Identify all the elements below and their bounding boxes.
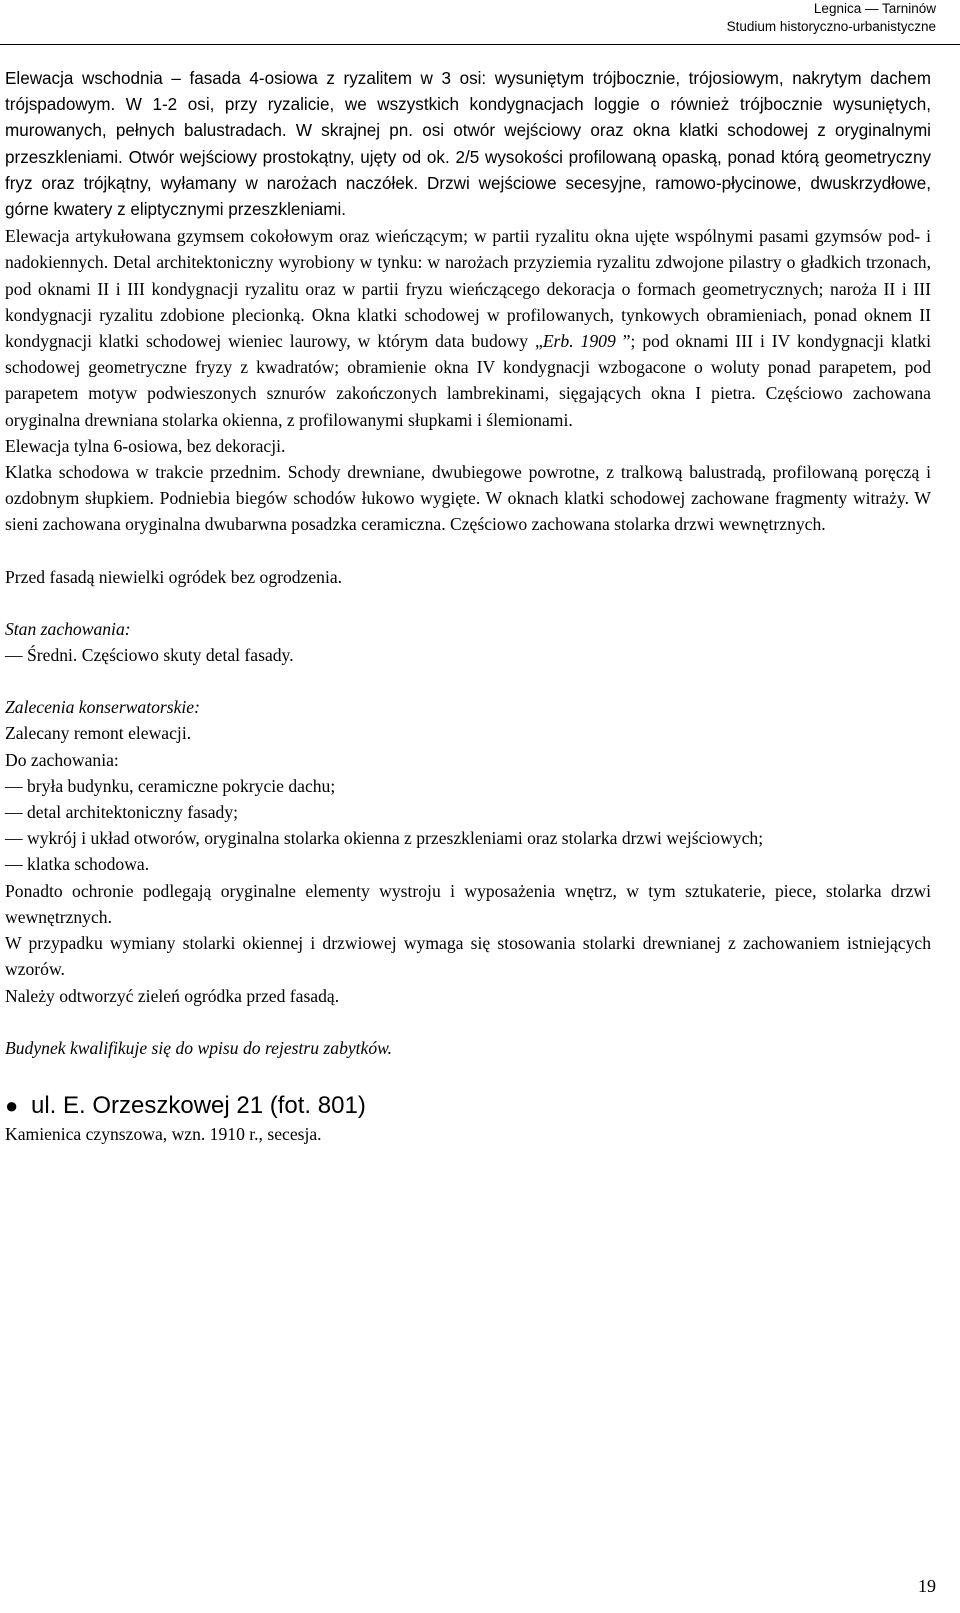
condition-label: Stan zachowania: [5,618,131,639]
header-rule [0,44,960,45]
spacer [5,538,931,564]
entry-address: ul. E. Orzeszkowej 21 (fot. 801) [31,1091,366,1119]
spacer [5,1061,931,1087]
east-elevation-text-b: ”; pod oknami III i IV kondygnacji klatki schodowej geometryczne fryzy z kwadratów; obramienie okna IV kondygnacji wzbogacone o woluty ponad parapetem, pod parapetem motyw podwieszonych sznurów zakończonych lambrekinami, sięgających okna I pietra. Częściowo zachowana oryginalna drewniana stolarka okienna, z profilowanymi słupkami i ślemionami. [5,331,931,430]
list-item: — bryła budynku, ceramiczne pokrycie dachu; [5,775,336,796]
condition-value: — Średni. Częściowo skuty detal fasady. [5,645,294,666]
paragraph-rear-elevation: Elewacja tylna 6-osiowa, bez dekoracji. [5,435,286,456]
paragraph-greenery: Należy odtworzyć zieleń ogródka przed fasadą. [5,985,340,1006]
spacer [5,1009,931,1035]
entry-heading [5,1091,931,1121]
running-header [727,0,936,36]
east-elevation-text-a: Elewacja artykułowana gzymsem cokołowym oraz wieńczącym; w partii ryzalitu okna ujęte wspólnymi pasami gzymsów pod- i nadokiennych. Detal architektoniczny wyrobiony w tynku: w narożach przyziemia ryzalitu zdwojone pilastry o gładkich trzonach, pod oknami II i III kondygnacji ryzalitu oraz w partii fryzu wieńczącego dekoracja o formach geometrycznych; naroża II i III kondygnacji ryzalitu zdobione plecionką. Okna klatki schodowej w profilowanych, tynkowych obramieniach, ponad oknem II kondygnacji klatki schodowej wieniec laurowy, w którym data budowy „ [5,226,931,352]
paragraph-staircase: Klatka schodowa w trakcie przednim. Schody drewniane, dwubiegowe powrotne, z tralkową balustradą, profilowaną poręczą i ozdobnym słupkiem. Podniebia biegów schodów łukowo wygięte. W oknach klatki schodowej zachowane fragmenty witraży. W sieni zachowana oryginalna dwubarwna posadzka ceramiczna. Częściowo zachowana stolarka drzwi wewnętrznych. [5,462,931,535]
document-body [5,66,931,1147]
page-number: 19 [918,1576,936,1596]
header-subtitle: Studium historyczno-urbanistyczne [726,19,936,34]
paragraph-east-elevation-part2 [5,223,931,433]
spacer [5,668,931,694]
paragraph-joinery-replacement: W przypadku wymiany stolarki okiennej i drzwiowej wymaga się stosowania stolarki drewnianej z zachowaniem istniejących wzorów. [5,933,931,980]
to-preserve-label: Do zachowania: [5,749,119,770]
header-title: Legnica — Tarninów [813,1,936,16]
bullet-icon: ● [5,1092,19,1118]
paragraph-east-elevation-part1: Elewacja wschodnia – fasada 4-osiowa z ryzalitem w 3 osi: wysuniętym trójbocznie, trójosiowym, nakrytym dachem trójspadowym. W 1-2 osi, przy ryzalicie, we wszystkich kondygnacjach loggie o również trójbocznie wysuniętych, murowanych, pełnych balustradach. W skrajnej pn. osi otwór wejściowy oraz okna klatki schodowej z oryginalnymi przeszkleniami. Otwór wejściowy prostokątny, ujęty od ok. 2/5 wysokości profilowaną opaską, ponad którą geometryczny fryz oraz trójkątny, wyłamany w narożach naczółek. Drzwi wejściowe secesyjne, ramowo-płycinowe, dwuskrzydłowe, górne kwatery z eliptycznymi przeszkleniami. [5,69,931,220]
recommendations-label: Zalecenia konserwatorskie: [5,697,200,718]
paragraph-garden: Przed fasadą niewielki ogródek bez ogrodzenia. [5,566,343,587]
registry-qualification: Budynek kwalifikuje się do wpisu do rejestru zabytków. [5,1037,392,1058]
recommended-repair: Zalecany remont elewacji. [5,723,192,744]
list-item: — wykrój i układ otworów, oryginalna stolarka okienna z przeszkleniami oraz stolarka drzwi wejściowych; [5,828,764,849]
construction-date: Erb. 1909 [542,331,616,352]
spacer [5,590,931,616]
paragraph-interior-protection: Ponadto ochronie podlegają oryginalne elementy wystroju i wyposażenia wnętrz, w tym sztukaterie, piece, stolarka drzwi wewnętrznych. [5,880,931,927]
list-item: — klatka schodowa. [5,854,150,875]
entry-description: Kamienica czynszowa, wzn. 1910 r., secesja. [5,1123,322,1144]
list-item: — detal architektoniczny fasady; [5,802,239,823]
